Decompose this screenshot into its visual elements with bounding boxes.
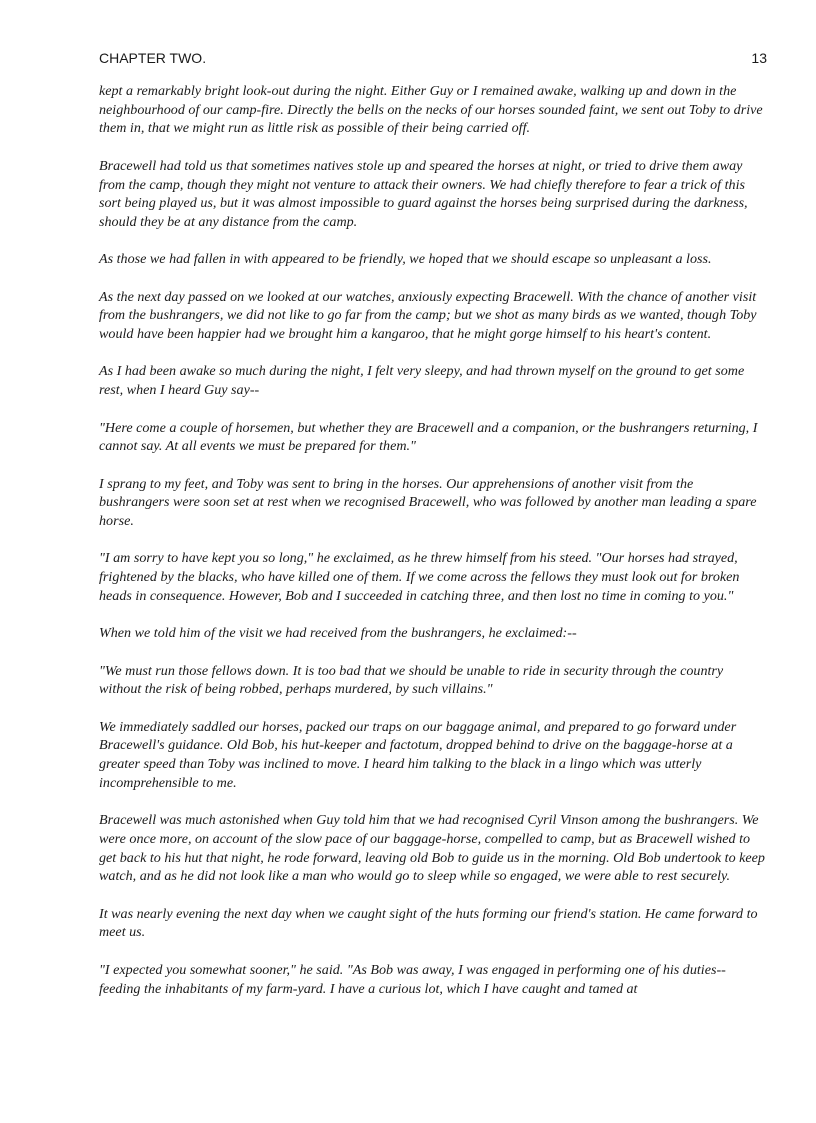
paragraph: As I had been awake so much during the night, I felt very sleepy, and had thrown myself on the ground to get some rest, when I heard Guy say-- — [99, 363, 745, 399]
paragraph: When we told him of the visit we had received from the bushrangers, he exclaimed:-- — [99, 625, 577, 642]
paragraph: "I expected you somewhat sooner," he said. "As Bob was away, I was engaged in performing one of his duties--feeding the inhabitants of my farm-yard. I have a curious lot, which I have caught and tamed at — [99, 961, 726, 997]
paragraph: I sprang to my feet, and Toby was sent to bring in the horses. Our apprehensions of another visit from the bushrangers were soon set at rest when we recognised Bracewell, who was followed by another man leading a spare horse. — [99, 475, 757, 530]
paragraph: Bracewell had told us that sometimes natives stole up and speared the horses at night, or tried to drive them away from the camp, though they might not venture to attack their owners. We had chiefly therefore to fear a trick of this sort being played us, but it was almost impossible to guard against the horses being surprised during the darkness, should they be at any distance from the camp. — [99, 157, 748, 230]
page-number: 13 — [751, 50, 767, 66]
paragraph: "We must run those fellows down. It is too bad that we should be unable to ride in security through the country without the risk of being robbed, perhaps murdered, by such villains." — [99, 662, 724, 698]
paragraph: As those we had fallen in with appeared to be friendly, we hoped that we should escape so unpleasant a loss. — [99, 251, 712, 268]
paragraph: "I am sorry to have kept you so long," he exclaimed, as he threw himself from his steed. "Our horses had strayed, frightened by the blacks, who have killed one of them. If we come across the fellows they must look out for broken heads in consequence. However, Bob and I succeeded in catching three, and then lost no time in coming to you." — [99, 550, 740, 604]
running-header — [99, 50, 767, 72]
paragraph: We immediately saddled our horses, packed our traps on our baggage animal, and prepared to go forward under Bracewell's guidance. Old Bob, his hut-keeper and factotum, dropped behind to drive on the baggage-horse at a greater speed than Toby was inclined to move. I heard him talking to the black in a lingo which was utterly incomprehensible to me. — [99, 718, 737, 791]
paragraph: kept a remarkably bright look-out during the night. Either Guy or I remained awake, walking up and down in the neighbourhood of our camp-fire. Directly the bells on the necks of our horses sounded faint, we sent out Toby to drive them in, that we might run as little risk as possible of their being carried off. — [99, 83, 763, 137]
paragraph: Bracewell was much astonished when Guy told him that we had recognised Cyril Vinson among the bushrangers. We were once more, on account of the slow pace of our baggage-horse, compelled to camp, but as Bracewell wished to get back to his hut that night, he rode forward, leaving old Bob to guide us in the morning. Old Bob undertook to keep watch, and as he did not look like a man who would go to sleep while so engaged, we were able to rest securely. — [99, 812, 765, 885]
book-page — [99, 0, 767, 1123]
body-text — [99, 82, 767, 1017]
chapter-title: CHAPTER TWO. — [99, 50, 207, 66]
paragraph: As the next day passed on we looked at our watches, anxiously expecting Bracewell. With the chance of another visit from the bushrangers, we did not like to go far from the camp; but we shot as many birds as we wanted, though Toby would have been happier had we brought him a kangaroo, that he might gorge himself to his heart's content. — [99, 288, 757, 343]
paragraph: "Here come a couple of horsemen, but whether they are Bracewell and a companion, or the bushrangers returning, I cannot say. At all events we must be prepared for them." — [99, 419, 758, 455]
paragraph: It was nearly evening the next day when we caught sight of the huts forming our friend's station. He came forward to meet us. — [99, 905, 758, 941]
